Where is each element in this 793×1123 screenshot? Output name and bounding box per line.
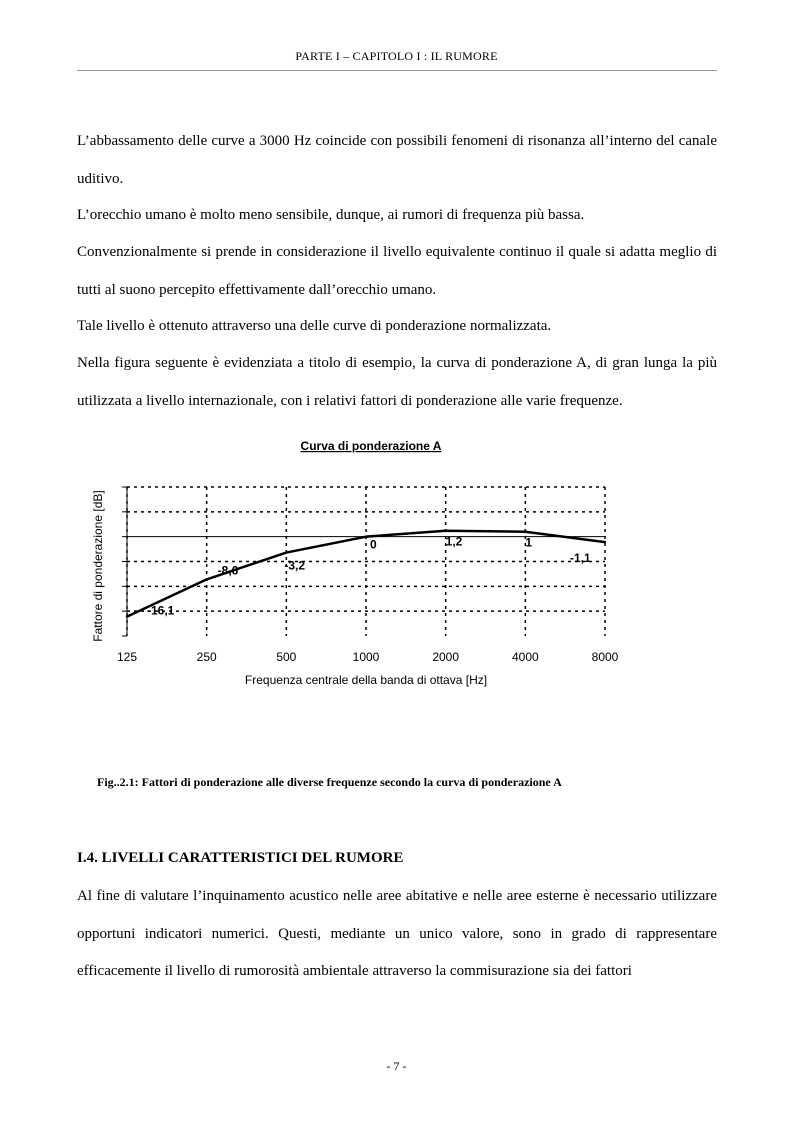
chart-grid	[122, 487, 605, 636]
paragraph-5: Nella figura seguente è evidenziata a titolo di esempio, la curva di ponderazione A, di gran lunga la più utilizzata a livello internazionale, con i relativi fattori di ponderazione alle varie frequenze.	[77, 355, 717, 409]
chart-x-ticks	[117, 650, 619, 664]
x-tick-label: 500	[276, 650, 297, 664]
section-heading: I.4. LIVELLI CARATTERISTICI DEL RUMORE	[77, 850, 404, 866]
x-tick-label: 125	[116, 650, 138, 664]
paragraph-2: L’orecchio umano è molto meno sensibile, dunque, ai rumori di frequenza più bassa.	[77, 207, 585, 223]
data-point	[444, 530, 446, 532]
chart-svg	[60, 430, 660, 700]
data-point	[524, 531, 526, 533]
paragraph-6: Al fine di valutare l’inquinamento acustico nelle aree abitative e nelle aree esterne è necessario utilizzare opportuni indicatori numerici. Questi, mediante un unico valore, sono in grado di rappresentare efficacemente il livello di rumorosità ambientale attraverso la commisurazione sia dei fattori	[77, 888, 717, 979]
data-label: -8,6	[217, 563, 239, 578]
x-tick-label: 4000	[511, 650, 539, 664]
data-point	[126, 615, 128, 617]
data-point	[365, 535, 367, 537]
chart-title: Curva di ponderazione A	[300, 439, 442, 453]
header-rule	[77, 70, 717, 71]
x-tick-label: 8000	[591, 650, 619, 664]
paragraph-4: Tale livello è ottenuto attraverso una delle curve di ponderazione normalizzata.	[77, 318, 552, 334]
x-axis-label: Frequenza centrale della banda di ottava [Hz]	[244, 673, 488, 687]
data-label: -16,1	[147, 603, 175, 618]
x-tick-label: 2000	[432, 650, 460, 664]
data-point	[205, 578, 207, 580]
weighting-chart	[60, 430, 660, 700]
y-axis-label: Fattore di ponderazione [dB]	[91, 490, 105, 642]
figure-caption: Fig..2.1: Fattori di ponderazione alle diverse frequenze secondo la curva di ponderazione A	[97, 775, 562, 789]
x-tick-label: 1000	[352, 650, 380, 664]
running-header: PARTE I – CAPITOLO I : IL RUMORE	[295, 49, 498, 63]
data-label: 1,2	[445, 534, 463, 549]
data-label: -3,2	[284, 558, 306, 573]
paragraph-1: L’abbassamento delle curve a 3000 Hz coincide con possibili fenomeni di risonanza all’interno del canale uditivo.	[77, 133, 717, 187]
page-number: - 7 -	[386, 1059, 407, 1073]
data-label: 0	[370, 537, 377, 552]
data-point	[604, 541, 606, 543]
paragraph-3: Convenzionalmente si prende in considerazione il livello equivalente continuo il quale si adatta meglio di tutti al suono percepito effettivamente dall’orecchio umano.	[77, 244, 717, 298]
x-tick-label: 250	[196, 650, 217, 664]
data-point	[285, 551, 287, 553]
data-label: -1,1	[570, 551, 591, 566]
data-label: 1	[525, 535, 533, 550]
